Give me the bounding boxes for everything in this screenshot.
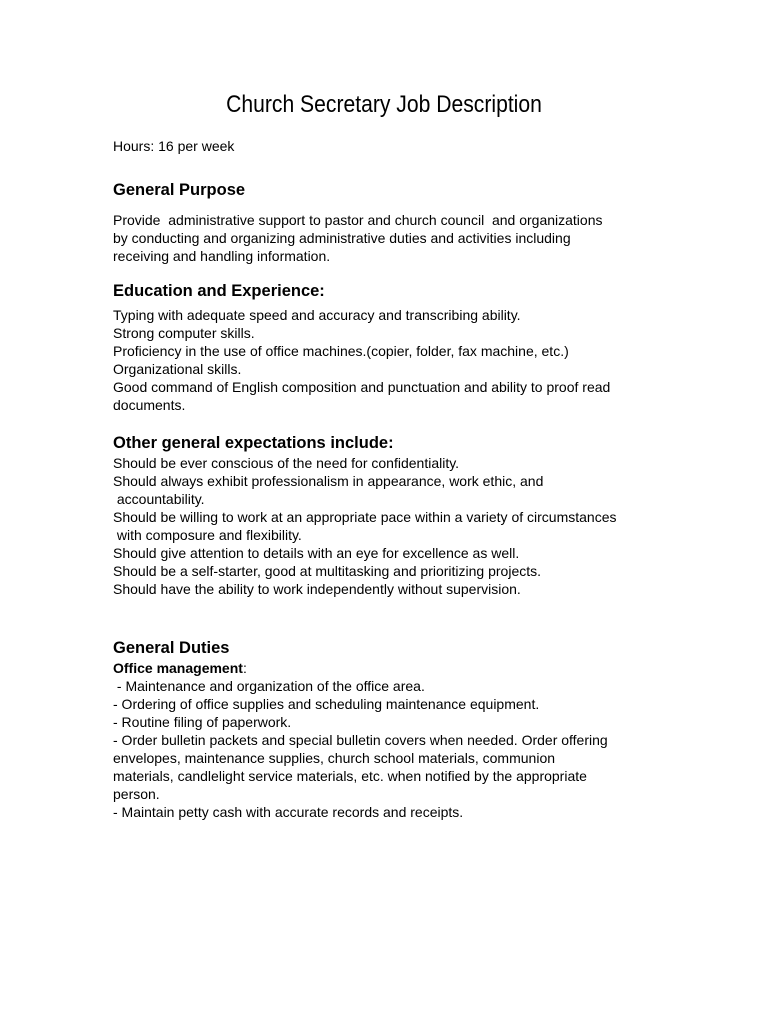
general-purpose-heading: General Purpose bbox=[113, 181, 246, 199]
office-management-subheading bbox=[113, 659, 673, 677]
expectations-line: Should be a self-starter, good at multitasking and prioritizing projects. bbox=[113, 563, 542, 579]
education-line: Strong computer skills. bbox=[113, 325, 255, 341]
education-section bbox=[113, 280, 673, 414]
expectations-line: accountability. bbox=[113, 491, 205, 507]
expectations-line: Should have the ability to work independently without supervision. bbox=[113, 581, 521, 597]
office-management-colon: : bbox=[242, 660, 247, 676]
duty-line: - Maintain petty cash with accurate records and receipts. bbox=[113, 804, 464, 820]
general-duties-section bbox=[113, 637, 673, 821]
expectations-heading: Other general expectations include: bbox=[113, 434, 394, 452]
expectations-line: Should give attention to details with an eye for excellence as well. bbox=[113, 545, 520, 561]
duty-line: - Routine filing of paperwork. bbox=[113, 714, 292, 730]
hours-line: Hours: 16 per week bbox=[113, 138, 235, 154]
education-line: Good command of English composition and punctuation and ability to proof read bbox=[113, 379, 611, 395]
general-purpose-section bbox=[113, 179, 673, 265]
education-line: Organizational skills. bbox=[113, 361, 242, 377]
document-title: Church Secretary Job Description bbox=[226, 91, 542, 118]
expectations-section bbox=[113, 432, 673, 598]
expectations-line: Should be ever conscious of the need for confidentiality. bbox=[113, 455, 460, 471]
duty-line: - Order bulletin packets and special bulletin covers when needed. Order offering bbox=[113, 732, 608, 748]
education-line: documents. bbox=[113, 397, 186, 413]
expectations-line: with composure and flexibility. bbox=[113, 527, 302, 543]
duty-line: materials, candlelight service materials, etc. when notified by the appropriate bbox=[113, 768, 587, 784]
office-management-label: Office management bbox=[113, 660, 243, 676]
general-purpose-line: by conducting and organizing administrative duties and activities including bbox=[113, 230, 571, 246]
education-heading: Education and Experience: bbox=[113, 282, 325, 300]
education-line: Typing with adequate speed and accuracy and transcribing ability. bbox=[113, 307, 521, 323]
expectations-line: Should be willing to work at an appropriate pace within a variety of circumstances bbox=[113, 509, 617, 525]
duty-line: person. bbox=[113, 786, 160, 802]
general-purpose-line: Provide administrative support to pastor and church council and organizations bbox=[113, 212, 603, 228]
general-purpose-line: receiving and handling information. bbox=[113, 248, 331, 264]
general-duties-heading: General Duties bbox=[113, 639, 230, 657]
duty-line: - Ordering of office supplies and scheduling maintenance equipment. bbox=[113, 696, 540, 712]
duty-line: - Maintenance and organization of the office area. bbox=[113, 678, 425, 694]
expectations-line: Should always exhibit professionalism in appearance, work ethic, and bbox=[113, 473, 544, 489]
education-line: Proficiency in the use of office machines.(copier, folder, fax machine, etc.) bbox=[113, 343, 569, 359]
duty-line: envelopes, maintenance supplies, church school materials, communion bbox=[113, 750, 556, 766]
